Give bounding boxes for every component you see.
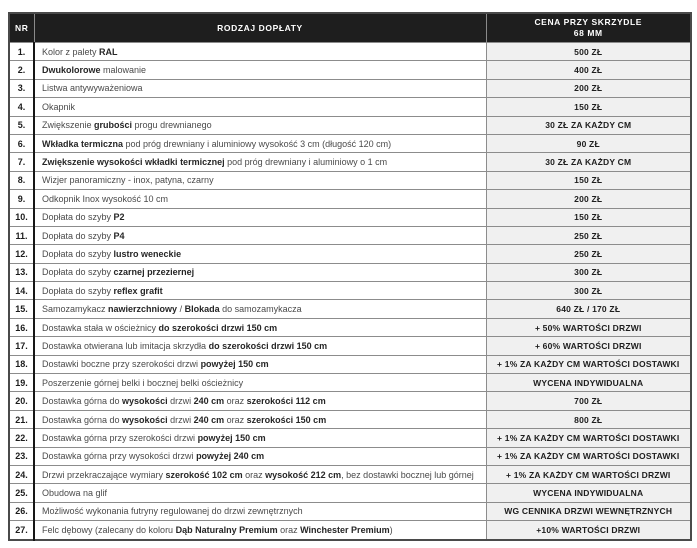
- surcharge-price-table: [8, 12, 692, 541]
- col-header-price: [486, 13, 691, 43]
- price-cell: 300 ZŁ: [486, 282, 691, 300]
- table-row: [9, 153, 691, 171]
- table-header-row: [9, 13, 691, 43]
- surcharge-description-cell: Możliwość wykonania futryny regulowanej do drzwi zewnętrznych: [34, 502, 486, 520]
- col-header-surcharge-type: RODZAJ DOPŁATY: [34, 13, 486, 43]
- price-cell: 150 ZŁ: [486, 98, 691, 116]
- table-row: [9, 282, 691, 300]
- price-list: [8, 12, 690, 541]
- surcharge-description-cell: Odkopnik Inox wysokość 10 cm: [34, 190, 486, 208]
- surcharge-description-cell: Felc dębowy (zalecany do koloru Dąb Naturalny Premium oraz Winchester Premium): [34, 521, 486, 540]
- row-number-cell: 7.: [9, 153, 34, 171]
- surcharge-description-cell: Dostawka górna do wysokości drzwi 240 cm oraz szerokości 112 cm: [34, 392, 486, 410]
- surcharge-description-cell: Dopłata do szyby P4: [34, 226, 486, 244]
- row-number-cell: 8.: [9, 171, 34, 189]
- table-row: [9, 116, 691, 134]
- surcharge-description-cell: Dopłata do szyby P2: [34, 208, 486, 226]
- table-row: [9, 300, 691, 318]
- surcharge-description-cell: Dopłata do szyby czarnej przeziernej: [34, 263, 486, 281]
- row-number-cell: 27.: [9, 521, 34, 540]
- table-row: [9, 263, 691, 281]
- table-row: [9, 79, 691, 97]
- table-row: [9, 410, 691, 428]
- price-cell: 200 ZŁ: [486, 79, 691, 97]
- table-row: [9, 374, 691, 392]
- row-number-cell: 9.: [9, 190, 34, 208]
- price-cell: WYCENA INDYWIDUALNA: [486, 484, 691, 502]
- surcharge-description-cell: Dostawki boczne przy szerokości drzwi powyżej 150 cm: [34, 355, 486, 373]
- table-row: [9, 484, 691, 502]
- price-cell: 30 ZŁ ZA KAŻDY CM: [486, 116, 691, 134]
- table-row: [9, 171, 691, 189]
- surcharge-description-cell: Dostawka górna przy wysokości drzwi powyżej 240 cm: [34, 447, 486, 465]
- price-header-line2: 68 MM: [573, 28, 603, 38]
- surcharge-description-cell: Dopłata do szyby lustro weneckie: [34, 245, 486, 263]
- table-row: [9, 98, 691, 116]
- table-row: [9, 134, 691, 152]
- row-number-cell: 3.: [9, 79, 34, 97]
- table-row: [9, 226, 691, 244]
- row-number-cell: 16.: [9, 318, 34, 336]
- price-cell: 400 ZŁ: [486, 61, 691, 79]
- surcharge-description-cell: Obudowa na glif: [34, 484, 486, 502]
- row-number-cell: 23.: [9, 447, 34, 465]
- surcharge-description-cell: Samozamykacz nawierzchniowy / Blokada do samozamykacza: [34, 300, 486, 318]
- col-header-nr: NR: [9, 13, 34, 43]
- surcharge-description-cell: Zwiększenie wysokości wkładki termicznej pod próg drewniany i aluminiowy o 1 cm: [34, 153, 486, 171]
- row-number-cell: 4.: [9, 98, 34, 116]
- price-cell: 700 ZŁ: [486, 392, 691, 410]
- table-row: [9, 190, 691, 208]
- surcharge-description-cell: Dostawka górna do wysokości drzwi 240 cm oraz szerokości 150 cm: [34, 410, 486, 428]
- table-row: [9, 355, 691, 373]
- price-cell: + 1% ZA KAŻDY CM WARTOŚCI DRZWI: [486, 465, 691, 483]
- price-cell: WG CENNIKA DRZWI WEWNĘTRZNYCH: [486, 502, 691, 520]
- table-row: [9, 61, 691, 79]
- row-number-cell: 17.: [9, 337, 34, 355]
- row-number-cell: 6.: [9, 134, 34, 152]
- surcharge-description-cell: Zwiększenie grubości progu drewnianego: [34, 116, 486, 134]
- price-header-line1: CENA PRZY SKRZYDLE: [534, 17, 643, 27]
- price-cell: + 1% ZA KAŻDY CM WARTOŚCI DOSTAWKI: [486, 447, 691, 465]
- price-cell: + 1% ZA KAŻDY CM WARTOŚCI DOSTAWKI: [486, 429, 691, 447]
- row-number-cell: 13.: [9, 263, 34, 281]
- price-cell: 150 ZŁ: [486, 171, 691, 189]
- table-row: [9, 447, 691, 465]
- row-number-cell: 12.: [9, 245, 34, 263]
- surcharge-description-cell: Wizjer panoramiczny - inox, patyna, czarny: [34, 171, 486, 189]
- price-cell: 300 ZŁ: [486, 263, 691, 281]
- price-cell: + 50% WARTOŚCI DRZWI: [486, 318, 691, 336]
- table-row: [9, 208, 691, 226]
- surcharge-description-cell: Dostawka otwierana lub imitacja skrzydła do szerokości drzwi 150 cm: [34, 337, 486, 355]
- row-number-cell: 19.: [9, 374, 34, 392]
- price-cell: +10% WARTOŚCI DRZWI: [486, 521, 691, 540]
- price-cell: 800 ZŁ: [486, 410, 691, 428]
- price-cell: 250 ZŁ: [486, 245, 691, 263]
- surcharge-description-cell: Wkładka termiczna pod próg drewniany i aluminiowy wysokość 3 cm (długość 120 cm): [34, 134, 486, 152]
- row-number-cell: 20.: [9, 392, 34, 410]
- surcharge-description-cell: Kolor z palety RAL: [34, 43, 486, 61]
- surcharge-description-cell: Dopłata do szyby reflex grafit: [34, 282, 486, 300]
- surcharge-description-cell: Okapnik: [34, 98, 486, 116]
- price-cell: WYCENA INDYWIDUALNA: [486, 374, 691, 392]
- row-number-cell: 5.: [9, 116, 34, 134]
- surcharge-description-cell: Dwukolorowe malowanie: [34, 61, 486, 79]
- row-number-cell: 24.: [9, 465, 34, 483]
- surcharge-description-cell: Dostawka górna przy szerokości drzwi powyżej 150 cm: [34, 429, 486, 447]
- row-number-cell: 21.: [9, 410, 34, 428]
- row-number-cell: 26.: [9, 502, 34, 520]
- surcharge-description-cell: Listwa antywyważeniowa: [34, 79, 486, 97]
- surcharge-description-cell: Dostawka stała w ościeżnicy do szerokości drzwi 150 cm: [34, 318, 486, 336]
- row-number-cell: 10.: [9, 208, 34, 226]
- row-number-cell: 18.: [9, 355, 34, 373]
- price-cell: + 1% ZA KAŻDY CM WARTOŚCI DOSTAWKI: [486, 355, 691, 373]
- row-number-cell: 1.: [9, 43, 34, 61]
- table-row: [9, 318, 691, 336]
- price-cell: 150 ZŁ: [486, 208, 691, 226]
- surcharge-description-cell: Poszerzenie górnej belki i bocznej belki ościeżnicy: [34, 374, 486, 392]
- price-cell: 640 ZŁ / 170 ZŁ: [486, 300, 691, 318]
- row-number-cell: 15.: [9, 300, 34, 318]
- table-row: [9, 337, 691, 355]
- price-cell: 250 ZŁ: [486, 226, 691, 244]
- table-row: [9, 392, 691, 410]
- table-row: [9, 245, 691, 263]
- table-body: [9, 43, 691, 540]
- price-cell: + 60% WARTOŚCI DRZWI: [486, 337, 691, 355]
- table-row: [9, 429, 691, 447]
- surcharge-description-cell: Drzwi przekraczające wymiary szerokość 102 cm oraz wysokość 212 cm, bez dostawki bocznej lub górnej: [34, 465, 486, 483]
- row-number-cell: 11.: [9, 226, 34, 244]
- table-row: [9, 465, 691, 483]
- row-number-cell: 2.: [9, 61, 34, 79]
- row-number-cell: 14.: [9, 282, 34, 300]
- table-row: [9, 43, 691, 61]
- table-row: [9, 521, 691, 540]
- row-number-cell: 22.: [9, 429, 34, 447]
- price-cell: 500 ZŁ: [486, 43, 691, 61]
- price-cell: 200 ZŁ: [486, 190, 691, 208]
- row-number-cell: 25.: [9, 484, 34, 502]
- price-cell: 90 ZŁ: [486, 134, 691, 152]
- table-row: [9, 502, 691, 520]
- price-cell: 30 ZŁ ZA KAŻDY CM: [486, 153, 691, 171]
